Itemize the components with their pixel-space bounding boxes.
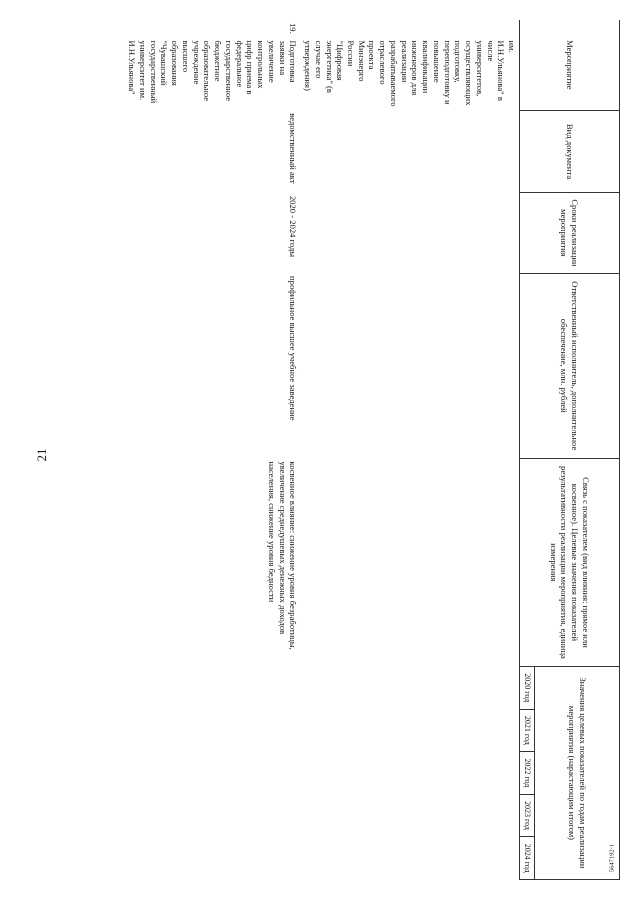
header-relation: Связь с показателем (вид влияния: прямое или косвенное). Целевые значения показателей результативности реализации мероприятия, единица измерения [520, 458, 620, 666]
header-doc-type: Вид документа [520, 110, 620, 193]
table-row-19 [125, 20, 301, 880]
activities-table [125, 20, 620, 880]
rotated-table-page [30, 20, 620, 880]
header-values-group: Значения целевых показателей по годам реализации мероприятия (нарастающим итогом) [535, 666, 620, 879]
row19-terms: 2020 - 2024 годы [288, 195, 299, 258]
row19-doc-type: ведомственный акт [288, 113, 299, 184]
row19-activity: Подготовка заявки на увеличение контрольных цифр приема в федеральное государственное бюджетное образовательное учреждение высшего образования "Чувашский государственный университет им. И.Н.Ульянова" [127, 40, 299, 104]
header-year-2024: 2024 год [520, 837, 535, 880]
header-activity: Мероприятие [520, 20, 620, 110]
row19-number: 19. [288, 23, 299, 34]
header-year-2023: 2023 год [520, 794, 535, 837]
row19-executor: профильное высшее учебное заведение [288, 276, 299, 421]
continuation-activity: им. И.Н.Ульянова" в числе университетов, осуществляющих подготовку, переподготовку и повышение квалификации инженеров для реализации разрабатываемого отраслевого проекта Минэнерго России "Цифровая энергетика" (в случае его утверждения) [303, 40, 517, 107]
header-year-2020: 2020 год [520, 666, 535, 709]
row19-relation: косвенное влияние: снижение уровня безработицы, увеличение среднедушевых денежных доходов населения, снижение уровня бедности [266, 461, 299, 650]
header-executor: Ответственный исполнитель, дополнительное обеспечение, млн. рублей [520, 273, 620, 458]
header-year-2022: 2022 год [520, 752, 535, 795]
header-year-2021: 2021 год [520, 709, 535, 752]
table-row-continuation [300, 20, 519, 880]
header-terms: Сроки реализации мероприятия [520, 193, 620, 273]
page-number: 21 [34, 448, 49, 462]
footer-code: 5647192-1 [608, 843, 616, 873]
